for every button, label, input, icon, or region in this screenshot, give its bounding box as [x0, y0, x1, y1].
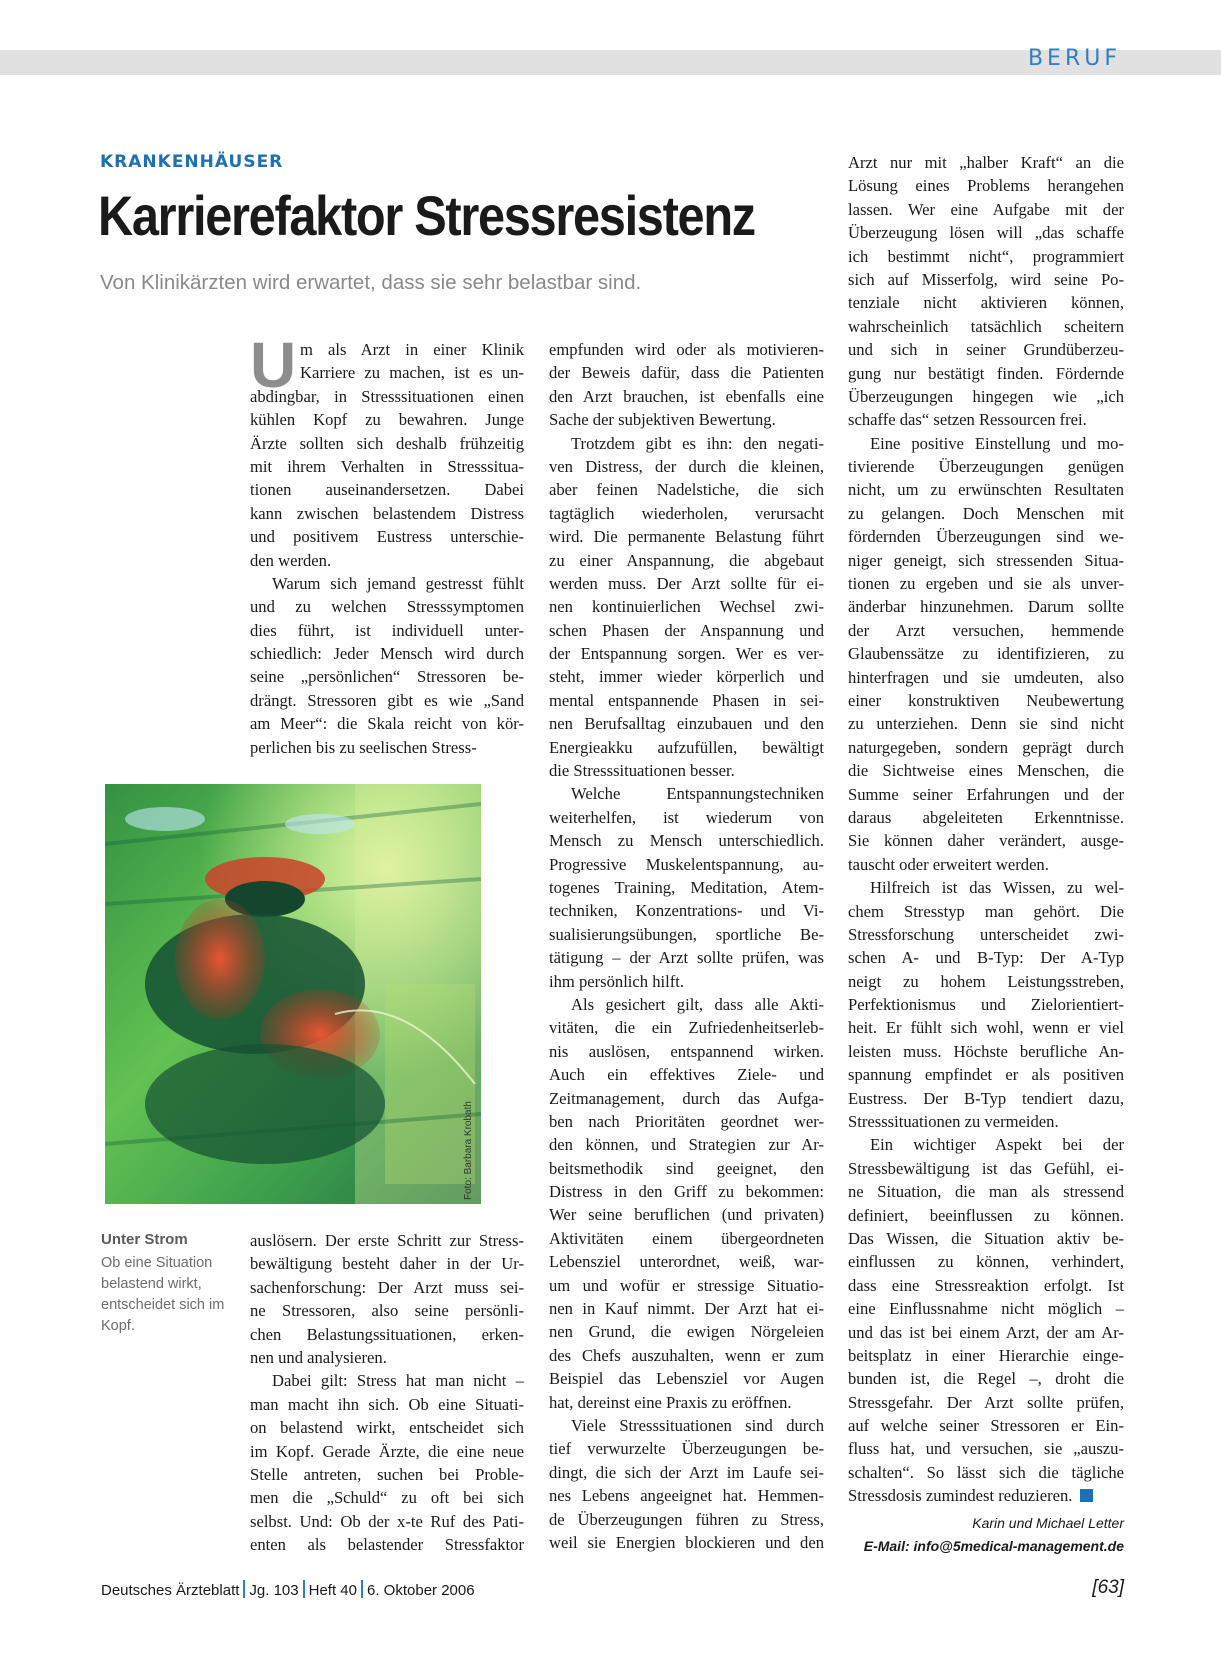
text-line: mental entspannende Phasen in sei- — [549, 690, 824, 710]
page-number: [63] — [1092, 1577, 1124, 1598]
text-line: tauscht oder erweitert werden. — [848, 854, 1049, 874]
text-line: Distress in den Griff zu bekommen: — [549, 1182, 824, 1202]
caption-text: Ob eine Situation belastend wirkt, entscheidet sich im Kopf. — [101, 1255, 225, 1334]
text-column-3 — [848, 151, 1124, 1508]
text-line: Dabei gilt: Stress hat man nicht – — [272, 1371, 524, 1391]
text-line: und sich in seiner Grundüberzeu- — [848, 340, 1124, 360]
text-line: Sie können daher verändert, ausge- — [848, 831, 1124, 851]
text-line: zu unterziehen. Denn sie sind nicht — [848, 714, 1124, 734]
text-line: aber feinen Nadelstiche, die sich — [549, 480, 824, 500]
text-line: des Chefs auszuhalten, wenn er zum — [549, 1345, 824, 1365]
text-line: und das ist bei einem Arzt, der am Ar- — [848, 1322, 1124, 1342]
text-line: und positivem Eustress unterschie- — [250, 527, 524, 547]
text-line: Welche Entspannungstechniken — [571, 784, 824, 804]
text-line: empfunden wird oder als motivieren- — [549, 340, 824, 359]
text-line: ich bestimmt nicht“, programmiert — [848, 246, 1124, 266]
text-line: fluss hat, und versuchen, sie „auszu- — [848, 1439, 1124, 1459]
text-line: naturgegeben, sondern geprägt durch — [848, 737, 1124, 757]
author-email: E-Mail: info@5medical-management.de — [863, 1538, 1124, 1554]
text-line: Eine positive Einstellung und mo- — [870, 433, 1124, 453]
text-line: zu gelangen. Doch Menschen mit — [848, 503, 1124, 523]
text-line: Progressive Muskelentspannung, au- — [549, 854, 824, 874]
text-line: tivierende Überzeugungen genügen — [848, 457, 1124, 477]
text-line: Aktivitäten einem übergeordneten — [549, 1228, 824, 1248]
text-line: nen Grund, die ewigen Nörgeleien — [549, 1322, 824, 1342]
text-line: sich auf Misserfolg, wird seine Po- — [848, 269, 1124, 289]
text-line: selbst. Und: Ob der x-te Ruf des Pati- — [250, 1511, 524, 1531]
text-line: fördernden Überzeugungen sind we- — [848, 527, 1124, 547]
text-line: Als gesichert gilt, dass alle Akti- — [571, 994, 824, 1014]
text-line: der Arzt versuchen, hemmende — [848, 620, 1124, 640]
text-line: chen Belastungssituationen, erken- — [250, 1324, 524, 1344]
text-line: Viele Stresssituationen sind durch — [571, 1415, 824, 1435]
text-line: drängt. Stressoren gibt es wie „Sand — [250, 690, 524, 710]
text-line: den können, und Strategien zur Ar- — [549, 1135, 824, 1155]
text-line: schen Phasen der Anspannung und — [549, 620, 824, 640]
text-line: Mensch zu Mensch unterschiedlich. — [549, 831, 824, 851]
text-line: die Sichtweise eines Menschen, die — [848, 761, 1124, 781]
text-line: tätigung – der Arzt sollte prüfen, was — [549, 948, 824, 968]
text-line: der Beweis dafür, dass die Patienten — [549, 363, 824, 383]
text-column-2 — [549, 338, 824, 1554]
text-line: nicht, um zu erwünschten Resultaten — [848, 480, 1124, 500]
text-line: ben nach Prioritäten geordnet wer- — [549, 1111, 824, 1131]
text-line: techniken, Konzentrations- und Vi- — [549, 901, 824, 921]
text-line: bunden ist, die Regel –, droht die — [848, 1369, 1124, 1389]
text-line: tenziale nicht aktivieren können, — [848, 293, 1124, 313]
text-line: nen kontinuierlichen Wechsel zwi- — [549, 597, 824, 617]
author: Karin und Michael Letter — [972, 1515, 1124, 1531]
text-line: leisten muss. Höchste berufliche An- — [848, 1041, 1124, 1061]
text-line: dass eine Stressreaktion erfolgt. Ist — [848, 1275, 1124, 1295]
text-line: Überzeugung lösen will „das schaffe — [848, 223, 1124, 243]
text-line: tionen zu ergeben und sie als unver- — [848, 574, 1124, 594]
text-line: Überzeugungen hingegen wie „ich — [848, 386, 1124, 406]
text-line: daraus abgeleiteten Erkenntnisse. — [848, 807, 1124, 827]
end-mark-icon — [1080, 1489, 1093, 1502]
text-line: auf welche seiner Stressoren er Ein- — [848, 1416, 1124, 1436]
text-column-1-top — [250, 338, 524, 759]
article-photo — [105, 784, 481, 1204]
text-line: Warum sich jemand gestresst fühlt — [272, 573, 524, 593]
text-line: Stressdosis zumindest reduzieren. — [848, 1484, 1124, 1507]
text-line: tionen auseinandersetzen. Dabei — [250, 480, 524, 500]
text-line: Eustress. Der B-Typ tendiert dazu, — [848, 1088, 1124, 1108]
text-line: nen Berufsalltag einzubauen und den — [549, 714, 824, 734]
photo-credit: Foto: Barbara Krobath — [463, 1101, 474, 1200]
text-line: schaffe das“ setzen Ressourcen frei. — [848, 410, 1087, 430]
text-line: Lösung eines Problems herangehen — [848, 176, 1124, 196]
dropcap: U — [250, 329, 297, 401]
text-line: ihm persönlich hilft. — [549, 971, 685, 991]
footer-issue: Heft 40 — [308, 1582, 357, 1599]
text-line: steht, immer wieder körperlich und — [549, 667, 824, 687]
text-line: bewältigung besteht daher in der Ur- — [250, 1254, 524, 1274]
footer-volume: Jg. 103 — [249, 1582, 299, 1599]
text-line: wird. Die permanente Belastung führt — [549, 527, 824, 547]
text-line: änderbar hinzunehmen. Darum sollte — [848, 597, 1124, 617]
text-line: nen und analysieren. — [250, 1347, 387, 1367]
article-subtitle: Von Klinikärzten wird erwartet, dass sie sehr belastbar sind. — [100, 271, 642, 294]
text-line: am Meer“: die Skala reicht von kör- — [250, 714, 524, 734]
text-line: definiert, beeinflussen zu können. — [848, 1205, 1124, 1225]
text-line: Energieakku aufzufüllen, bewältigt — [549, 737, 824, 757]
text-line: m als Arzt in einer Klinik — [300, 340, 524, 359]
text-line: schiedlich: Jeder Mensch wird durch — [250, 644, 524, 664]
text-line: sualisierungsübungen, sportliche Be- — [549, 924, 824, 944]
text-line: Summe seiner Erfahrungen und der — [848, 784, 1124, 804]
text-line: Stresssituationen zu vermeiden. — [848, 1112, 1059, 1132]
text-line: nen in Kauf nimmt. Der Arzt hat ei- — [549, 1299, 824, 1319]
text-line: Zeitmanagement, durch das Aufga- — [549, 1088, 824, 1108]
text-line: Perfektionismus und Zielorientiert- — [848, 995, 1124, 1015]
text-line: nis auslösen, entspannend wirken. — [549, 1041, 824, 1061]
text-line: auslösern. Der erste Schritt zur Stress- — [250, 1231, 524, 1250]
text-line: eine Einflussnahme nicht möglich – — [848, 1299, 1124, 1319]
text-line: Beispiel das Lebensziel vor Augen — [549, 1369, 824, 1389]
text-line: dies führt, ist individuell unter- — [250, 620, 524, 640]
article-title: Karrierefaktor Stressresistenz — [98, 184, 755, 247]
text-line: enten als belastender Stressfaktor — [250, 1535, 524, 1555]
text-line: spannung empfindet er als positiven — [848, 1065, 1124, 1085]
text-line: perlichen bis zu seelischen Stress- — [250, 737, 477, 757]
text-line: Karriere zu machen, ist es un- — [300, 363, 524, 383]
text-line: um und wofür er stressige Situatio- — [549, 1275, 824, 1295]
text-line: den werden. — [250, 550, 332, 570]
footer-separator — [243, 1580, 245, 1598]
footer-separator — [361, 1580, 363, 1598]
text-line: gung nur bestätigt finden. Fördernde — [848, 363, 1124, 383]
text-line: werden muss. Der Arzt sollte für ei- — [549, 573, 824, 593]
text-line: Lebensziel unterordnet, weiß, war- — [549, 1252, 824, 1272]
text-column-1-bottom — [250, 1229, 524, 1556]
text-line: beitsmethodik sind geeignet, den — [549, 1158, 824, 1178]
text-line: togenes Training, Meditation, Atem- — [549, 877, 824, 897]
text-line: wahrscheinlich tatsächlich scheitern — [848, 316, 1124, 336]
text-line: der Entspannung sorgen. Wer es ver- — [549, 644, 824, 664]
text-line: men die „Schuld“ zu oft bei sich — [250, 1488, 524, 1508]
text-line: Stressbewältigung ist das Gefühl, ei- — [848, 1158, 1124, 1178]
text-line: Stressgefahr. Der Arzt sollte prüfen, — [848, 1392, 1124, 1412]
text-line: schen A- und B-Typ: Der A-Typ — [848, 948, 1124, 968]
text-line: lassen. Wer eine Aufgabe mit der — [848, 199, 1124, 219]
text-line: Wer seine beruflichen (und privaten) — [549, 1205, 824, 1225]
text-line: Das Wissen, die Situation aktiv be- — [848, 1228, 1124, 1248]
text-line: tief verwurzelte Überzeugungen be- — [549, 1439, 824, 1459]
text-line: vitäten, die ein Zufriedenheitserleb- — [549, 1018, 824, 1038]
text-line: Arzt nur mit „halber Kraft“ an die — [848, 153, 1124, 172]
footer — [101, 1580, 475, 1599]
footer-separator — [303, 1580, 305, 1598]
section-label: BERUF — [1027, 46, 1121, 71]
text-line: und zu welchen Stresssymptomen — [250, 597, 524, 617]
text-line: man macht ihn sich. Ob eine Situati- — [250, 1394, 524, 1414]
text-line: Stelle antreten, suchen bei Proble- — [250, 1464, 524, 1484]
text-line: schalten“. So lässt sich die tägliche — [848, 1462, 1124, 1482]
text-line: ne Situation, die man als stressend — [848, 1182, 1124, 1202]
text-line: de Überzeugungen führen zu Stress, — [549, 1509, 824, 1529]
text-line: tagtäglich wiederholen, verursacht — [549, 503, 824, 523]
text-line: Hilfreich ist das Wissen, zu wel- — [870, 878, 1124, 898]
text-line: ven Distress, der durch die kleinen, — [549, 456, 824, 476]
text-line: neigt zu hohem Leistungsstreben, — [848, 971, 1124, 991]
text-line: weil sie Energien blockieren und den — [549, 1532, 824, 1552]
text-line: kann zwischen belastendem Distress — [250, 503, 524, 523]
text-line: den Arzt brauchen, ist ebenfalls eine — [549, 386, 824, 406]
text-line: on belastend wirkt, entscheidet sich — [250, 1418, 524, 1438]
text-line: sachenforschung: Der Arzt muss sei- — [250, 1277, 524, 1297]
text-line: zu einer Anspannung, die abgebaut — [549, 550, 824, 570]
text-line: hinterfragen und sie umdeuten, also — [848, 667, 1124, 687]
text-line: mit ihrem Verhalten in Stresssitua- — [250, 456, 524, 476]
kicker: KRANKENHÄUSER — [100, 152, 284, 172]
text-line: Stressforschung unterscheidet zwi- — [848, 924, 1124, 944]
text-line: einflussen zu können, verhindert, — [848, 1252, 1124, 1272]
text-line: Sache der subjektiven Bewertung. — [549, 410, 776, 430]
text-line: einer konstruktiven Neubewertung — [848, 690, 1124, 710]
text-line: Auch ein effektives Ziele- und — [549, 1065, 824, 1085]
caption-title: Unter Strom — [101, 1231, 188, 1248]
text-line: Glaubenssätze zu identifizieren, zu — [848, 644, 1124, 664]
text-line: seine „persönlichen“ Stressoren be- — [250, 667, 524, 687]
footer-date: 6. Oktober 2006 — [367, 1582, 475, 1599]
text-line: weiterhelfen, ist wiederum von — [549, 807, 824, 827]
text-line: ne Stressoren, also seine persönli- — [250, 1301, 524, 1321]
text-line: nes Lebens angeeignet hat. Hemmen- — [549, 1486, 824, 1506]
text-line: Trotzdem gibt es ihn: den negati- — [571, 433, 824, 453]
text-line: dingt, die sich der Arzt im Laufe sei- — [549, 1462, 824, 1482]
text-line: die Stresssituationen besser. — [549, 761, 735, 781]
text-line: kühlen Kopf zu bewahren. Junge — [250, 410, 524, 430]
text-line: niger geneigt, sich stressenden Situa- — [848, 550, 1124, 570]
text-line: Ein wichtiger Aspekt bei der — [870, 1135, 1124, 1155]
text-line: chem Stresstyp man gehört. Die — [848, 901, 1124, 921]
text-line: beitsplatz in einer Hierarchie einge- — [848, 1345, 1124, 1365]
text-line: abdingbar, in Stresssituationen einen — [250, 386, 524, 406]
text-line: heit. Er fühlt sich wohl, wenn er viel — [848, 1018, 1124, 1038]
footer-publication: Deutsches Ärzteblatt — [101, 1582, 240, 1599]
text-line: im Kopf. Gerade Ärzte, die eine neue — [250, 1441, 524, 1461]
text-line: Ärzte sollten sich deshalb frühzeitig — [250, 433, 524, 453]
text-line: hat, dereinst eine Praxis zu eröffnen. — [549, 1392, 792, 1412]
